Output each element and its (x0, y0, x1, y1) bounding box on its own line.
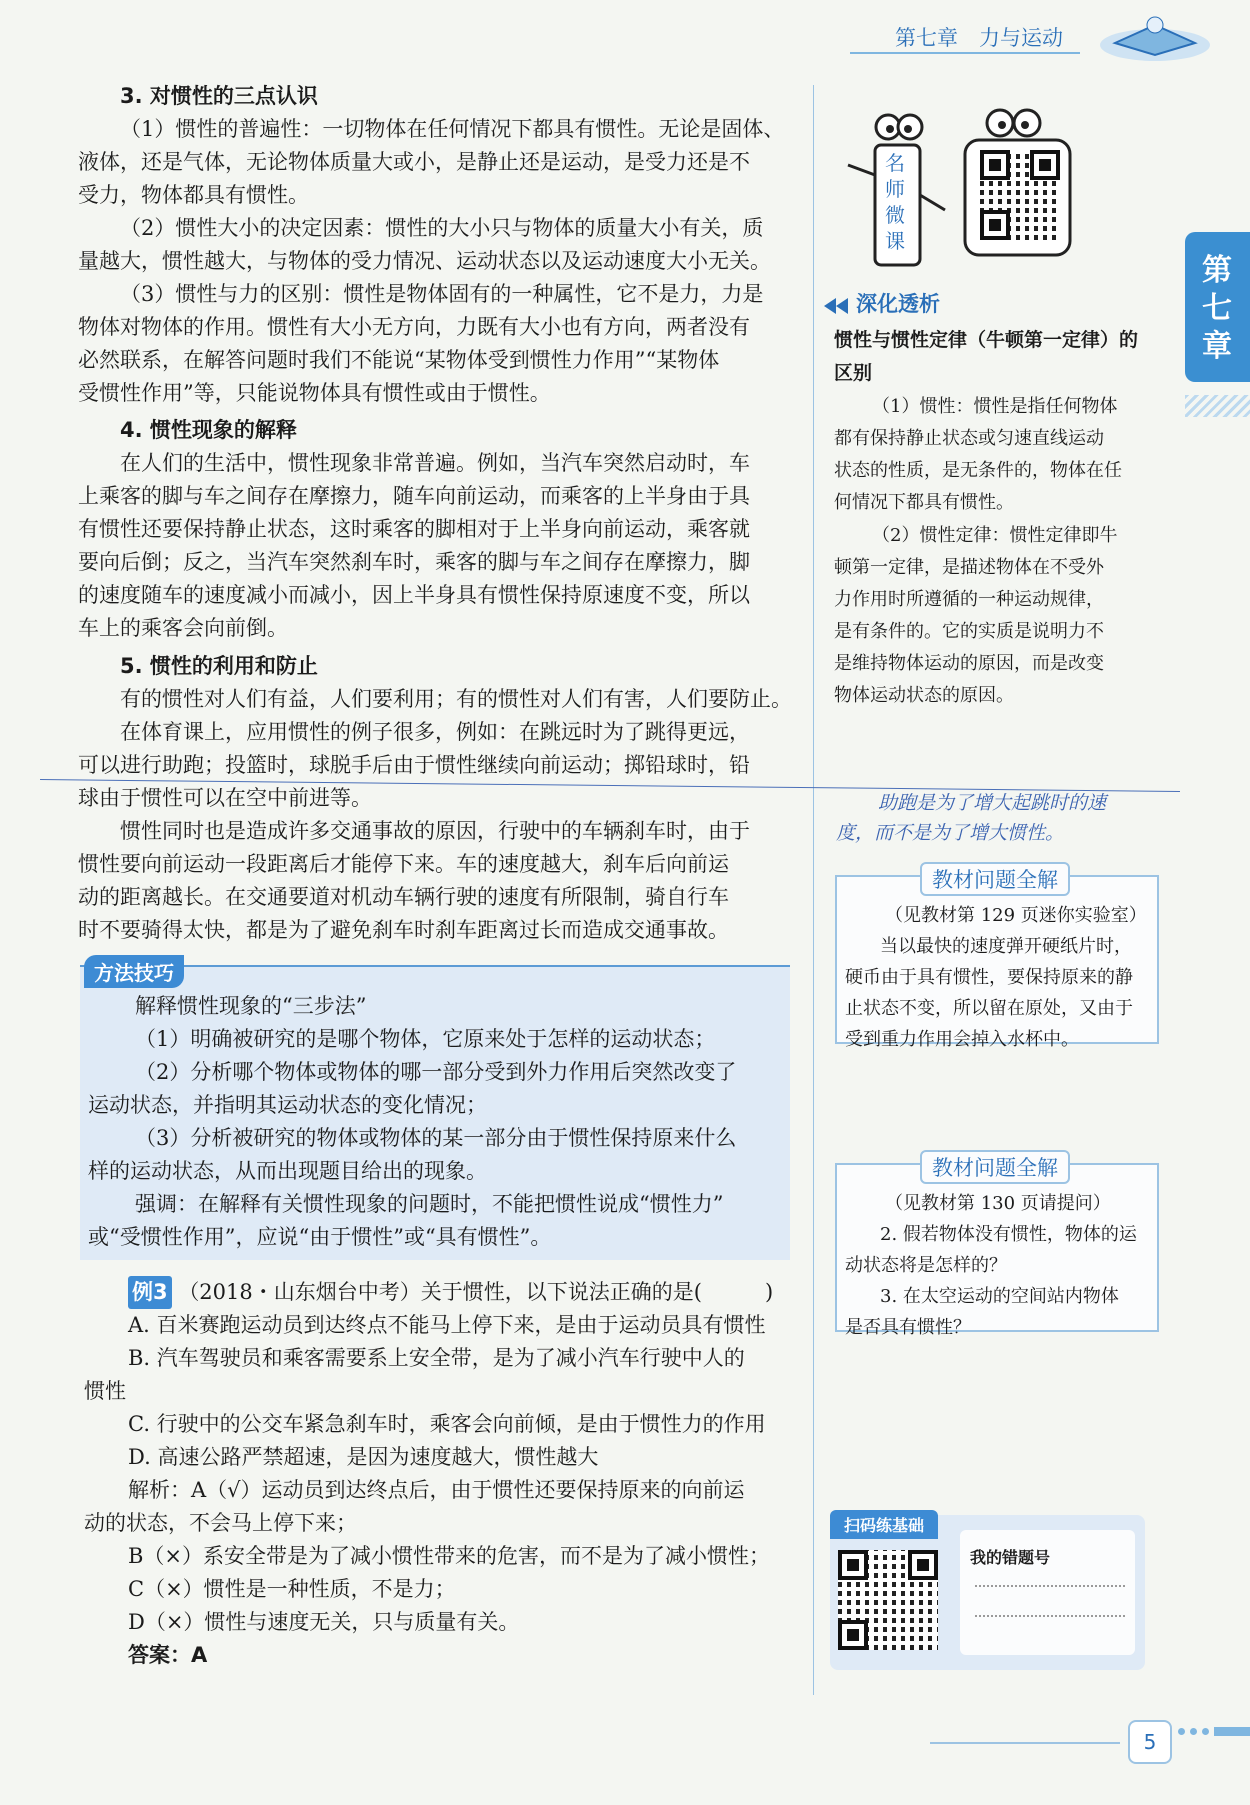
qr-finder-mark (838, 1550, 868, 1580)
page-number: 5 (1128, 1720, 1172, 1764)
write-line[interactable] (975, 1585, 1125, 1587)
section-heading: 5. 惯性的利用和防止 (120, 654, 318, 678)
deepen-line: 是有条件的。它的实质是说明力不 (834, 621, 1104, 642)
double-arrow-icon (822, 296, 852, 316)
option-line: C. 行驶中的公交车紧急刹车时，乘客会向前倾，是由于惯性力的作用 (128, 1412, 766, 1436)
deepen-line: 是维持物体运动的原因，而是改变 (834, 653, 1104, 674)
qr-finder-mark (980, 210, 1010, 240)
paragraph-line: 可以进行助跑；投篮时，球脱手后由于惯性继续向前运动；掷铅球时，铅 (78, 753, 750, 777)
method-line: （3）分析被研究的物体或物体的某一部分由于惯性保持原来什么 (135, 1126, 737, 1150)
box2-line: 是否具有惯性？ (845, 1317, 971, 1338)
deepen-line: 状态的性质，是无条件的，物体在任 (834, 460, 1122, 481)
paragraph-line: 必然联系，在解答问题时我们不能说“某物体受到惯性力作用”“某物体 (78, 348, 720, 372)
analysis-line: 动的状态，不会马上停下来； (84, 1511, 357, 1535)
box1-line: 硬币由于具有惯性，要保持原来的静 (845, 967, 1133, 988)
footer-dot (1202, 1728, 1209, 1735)
chapter-tab-char: 第 (1202, 253, 1232, 288)
tab-stripe-decoration (1185, 395, 1250, 417)
chapter-tab[interactable] (1185, 232, 1250, 382)
footer-bar (1214, 1727, 1250, 1736)
box1-line: 受到重力作用会掉入水杯中。 (845, 1029, 1079, 1050)
header-rule (850, 52, 1080, 54)
footer-rule (930, 1742, 1120, 1744)
column-divider (813, 85, 814, 1695)
method-line: 强调：在解释有关惯性现象的问题时，不能把惯性说成“惯性力” (135, 1192, 724, 1216)
paragraph-line: 受惯性作用”等，只能说物体具有惯性或由于惯性。 (78, 381, 551, 405)
textbook-answer-box-2-title: 教材问题全解 (920, 1150, 1070, 1184)
option-line: A. 百米赛跑运动员到达终点不能马上停下来，是由于运动员具有惯性 (128, 1313, 766, 1337)
mascot-label-char: 课 (885, 229, 905, 253)
paragraph-line: （1）惯性的普遍性：一切物体在任何情况下都具有惯性。无论是固体、 (120, 117, 785, 141)
qr-finder-mark (838, 1620, 868, 1650)
method-box-title: 方法技巧 (84, 955, 184, 988)
deepen-line: 力作用时所遵循的一种运动规律， (834, 589, 1104, 610)
paragraph-line: 惯性要向前运动一段距离后才能停下来。车的速度越大，刹车后向前运 (78, 852, 729, 876)
answer-line: 答案：A (128, 1643, 208, 1667)
deepen-heading-line: 区别 (834, 362, 873, 384)
chapter-tab-char: 七 (1202, 291, 1232, 326)
method-line: （1）明确被研究的是哪个物体，它原来处于怎样的运动状态； (135, 1027, 716, 1051)
paragraph-line: 在体育课上，应用惯性的例子很多，例如：在跳远时为了跳得更远， (120, 720, 750, 744)
method-line: 或“受惯性作用”，应说“由于惯性”或“具有惯性”。 (88, 1225, 552, 1249)
example-question (128, 1276, 773, 1309)
box1-line: 止状态不变，所以留在原处，又由于 (845, 998, 1133, 1019)
option-line: D. 高速公路严禁超速，是因为速度越大，惯性越大 (128, 1445, 599, 1469)
box2-line: 2. 假若物体没有惯性，物体的运 (880, 1224, 1137, 1245)
paragraph-line: 受力，物体都具有惯性。 (78, 183, 309, 207)
deepen-line: 都有保持静止状态或匀速直线运动 (834, 428, 1104, 449)
deepen-line: 何情况下都具有惯性。 (834, 492, 1014, 513)
paragraph-line: （2）惯性大小的决定因素：惯性的大小只与物体的质量大小有关，质 (120, 216, 764, 240)
mascot-label-char: 师 (885, 177, 905, 201)
paragraph-line: 液体，还是气体，无论物体质量大或小，是静止还是运动，是受力还是不 (78, 150, 750, 174)
scan-practice-title: 扫码练基础 (830, 1510, 938, 1539)
handwritten-note-line: 度，而不是为了增大惯性。 (836, 822, 1065, 844)
box2-line: （见教材第 130 页请提问） (885, 1193, 1111, 1214)
handwritten-note-line: 助跑是为了增大起跳时的速 (878, 792, 1107, 814)
box2-line: 动状态将是怎样的？ (845, 1255, 1007, 1276)
paragraph-line: 物体对物体的作用。惯性有大小无方向，力既有大小也有方向，两者没有 (78, 315, 750, 339)
method-line: 解释惯性现象的“三步法” (135, 994, 367, 1018)
mascot-label-char: 名 (885, 151, 905, 175)
box1-line: （见教材第 129 页迷你实验室） (885, 905, 1147, 926)
deepen-line: （2）惯性定律：惯性定律即牛 (872, 525, 1118, 546)
paragraph-line: 量越大，惯性越大，与物体的受力情况、运动状态以及运动速度大小无关。 (78, 249, 771, 273)
mascot-label-char: 微 (885, 203, 905, 227)
section-heading: 3. 对惯性的三点认识 (120, 84, 318, 108)
box1-line: 当以最快的速度弹开硬纸片时， (880, 936, 1132, 957)
textbook-answer-box-1-title: 教材问题全解 (920, 862, 1070, 896)
analysis-line: B（×）系安全带是为了减小惯性带来的危害，而不是为了减小惯性； (128, 1544, 771, 1568)
deepen-line: 物体运动状态的原因。 (834, 685, 1014, 706)
method-line: （2）分析哪个物体或物体的哪一部分受到外力作用后突然改变了 (135, 1060, 737, 1084)
qr-finder-mark (980, 150, 1010, 180)
deepen-line: （1）惯性：惯性是指任何物体 (872, 396, 1118, 417)
analysis-line: 解析：A（√）运动员到达终点后，由于惯性还要保持原来的向前运 (128, 1478, 745, 1502)
example-tag: 例3 (128, 1276, 172, 1309)
paragraph-line: 动的距离越长。在交通要道对机动车辆行驶的速度有所限制，骑自行车 (78, 885, 729, 909)
book-decoration-icon (1095, 5, 1215, 65)
paragraph-line: 车上的乘客会向前倒。 (78, 616, 288, 640)
example-question-text: （2018・山东烟台中考）关于惯性，以下说法正确的是( ) (178, 1280, 774, 1304)
write-line[interactable] (975, 1615, 1125, 1617)
box2-line: 3. 在太空运动的空间站内物体 (880, 1286, 1119, 1307)
qr-finder-mark (1030, 150, 1060, 180)
chapter-header-title: 第七章 力与运动 (895, 26, 1063, 50)
footer-dot (1178, 1728, 1185, 1735)
paragraph-line: 上乘客的脚与车之间存在摩擦力，随车向前运动，而乘客的上半身由于具 (78, 484, 750, 508)
paragraph-line: 的速度随车的速度减小而减小，因上半身具有惯性保持原速度不变，所以 (78, 583, 750, 607)
option-line: B. 汽车驾驶员和乘客需要系上安全带，是为了减小汽车行驶中人的 (128, 1346, 745, 1370)
analysis-line: C（×）惯性是一种性质，不是力； (128, 1577, 456, 1601)
footer-dot (1190, 1728, 1197, 1735)
paragraph-line: 在人们的生活中，惯性现象非常普遍。例如，当汽车突然启动时，车 (120, 451, 750, 475)
paragraph-line: 时不要骑得太快，都是为了避免刹车时刹车距离过长而造成交通事故。 (78, 918, 729, 942)
paragraph-line: 惯性同时也是造成许多交通事故的原因，行驶中的车辆刹车时，由于 (120, 819, 750, 843)
deepen-title: 深化透析 (856, 292, 940, 316)
chapter-tab-char: 章 (1202, 329, 1232, 364)
paragraph-line: 球由于惯性可以在空中前进等。 (78, 786, 372, 810)
method-line: 样的运动状态，从而出现题目给出的现象。 (88, 1159, 487, 1183)
option-line: 惯性 (84, 1379, 126, 1403)
qr-finder-mark (908, 1550, 938, 1580)
deepen-line: 顿第一定律，是描述物体在不受外 (834, 557, 1104, 578)
method-line: 运动状态，并指明其运动状态的变化情况； (88, 1093, 487, 1117)
paragraph-line: 要向后倒；反之，当汽车突然刹车时，乘客的脚与车之间存在摩擦力，脚 (78, 550, 750, 574)
paragraph-line: （3）惯性与力的区别：惯性是物体固有的一种属性，它不是力，力是 (120, 282, 764, 306)
paragraph-line: 有惯性还要保持静止状态，这时乘客的脚相对于上半身向前运动，乘客就 (78, 517, 750, 541)
section-heading: 4. 惯性现象的解释 (120, 418, 297, 442)
paragraph-line: 有的惯性对人们有益，人们要利用；有的惯性对人们有害，人们要防止。 (120, 687, 792, 711)
method-box-rule (80, 965, 790, 967)
wrong-question-label: 我的错题号 (970, 1548, 1051, 1567)
analysis-line: D（×）惯性与速度无关，只与质量有关。 (128, 1610, 520, 1634)
deepen-heading-line: 惯性与惯性定律（牛顿第一定律）的 (834, 329, 1139, 351)
mascot-label (882, 150, 908, 254)
